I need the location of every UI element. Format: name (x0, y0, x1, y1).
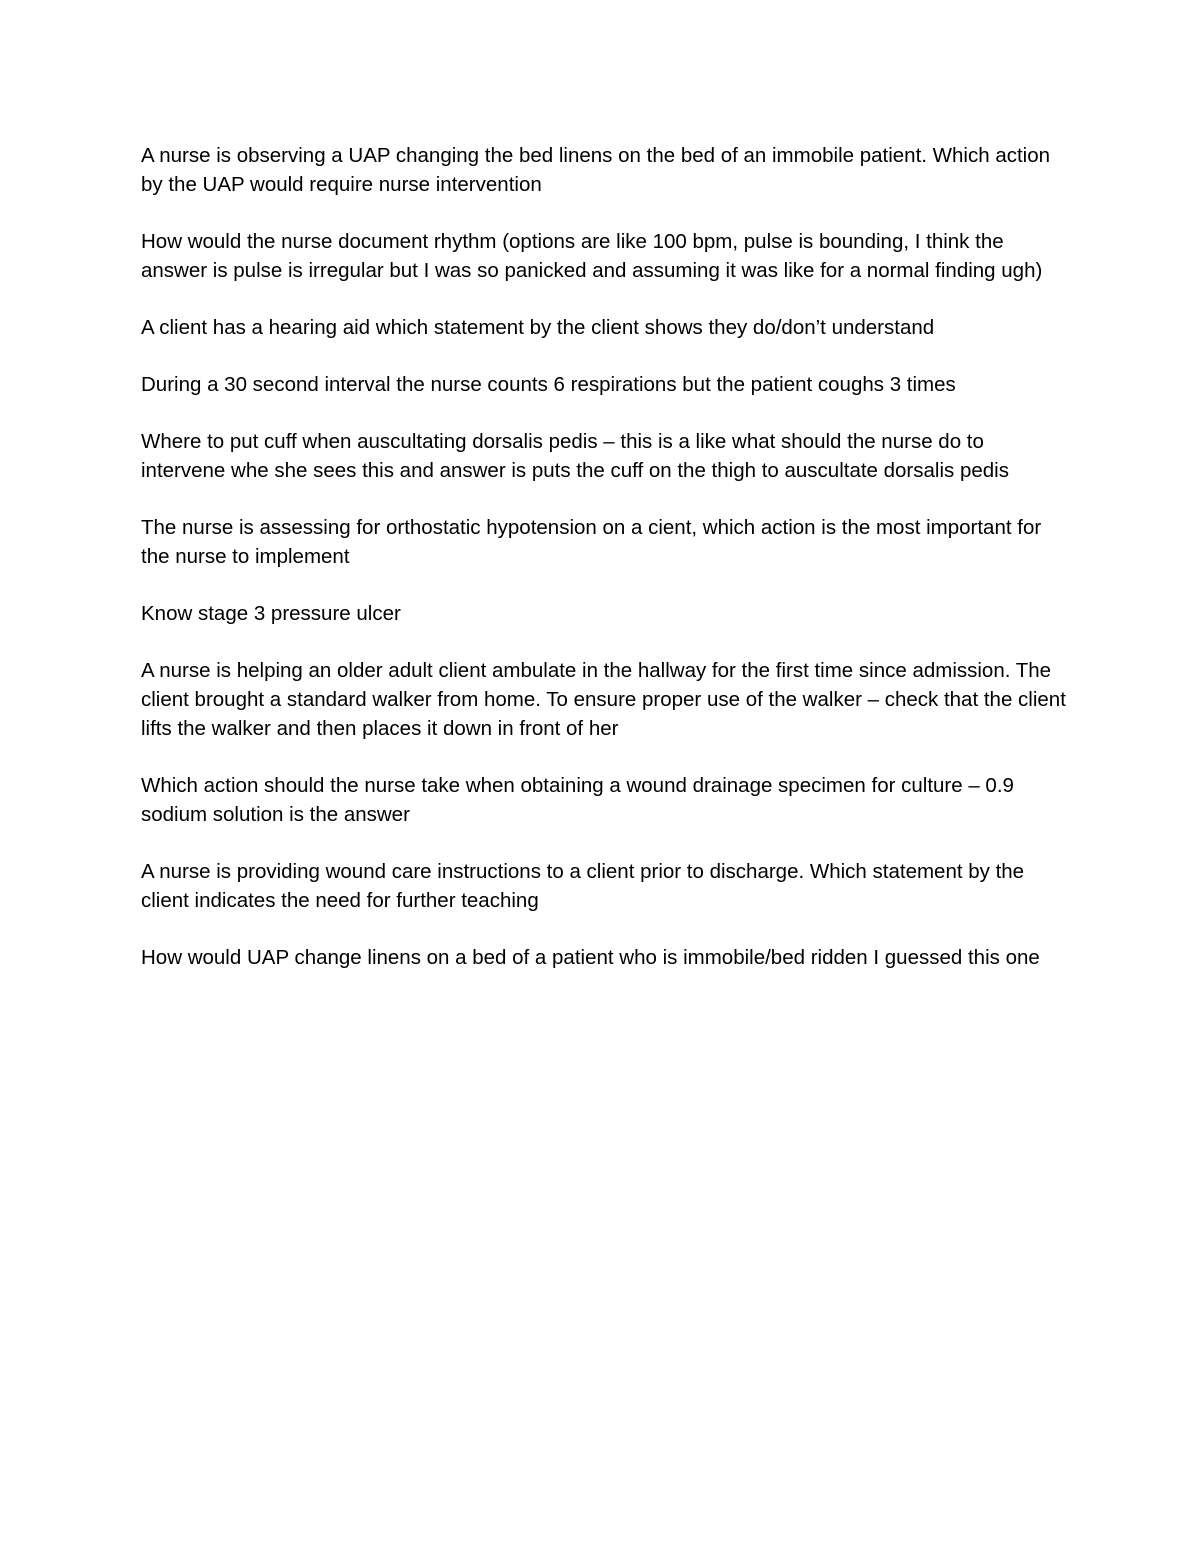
paragraph-uap-bed-linens: A nurse is observing a UAP changing the bed linens on the bed of an immobile patient. Which action by the UAP would require nurse intervention (141, 144, 1051, 196)
paragraph-orthostatic-hypotension: The nurse is assessing for orthostatic hypotension on a cient, which action is the most important for the nurse to implement (141, 516, 1042, 568)
paragraph-respirations: During a 30 second interval the nurse counts 6 respirations but the patient coughs 3 times (141, 373, 956, 396)
document-body (141, 141, 1066, 1000)
paragraph-pressure-ulcer: Know stage 3 pressure ulcer (141, 602, 401, 625)
paragraph-hearing-aid: A client has a hearing aid which statement by the client shows they do/don’t understand (141, 316, 935, 339)
paragraph-document-rhythm: How would the nurse document rhythm (options are like 100 bpm, pulse is bounding, I think the answer is pulse is irregular but I was so panicked and assuming it was like for a normal finding ugh) (141, 230, 1043, 282)
paragraph-wound-specimen: Which action should the nurse take when obtaining a wound drainage specimen for culture – 0.9 sodium solution is the answer (141, 774, 1014, 826)
paragraph-walker: A nurse is helping an older adult client ambulate in the hallway for the first time since admission. The client brought a standard walker from home. To ensure proper use of the walker – check that the client lifts the walker and then places it down in front of her (141, 659, 1066, 740)
paragraph-uap-change-linens: How would UAP change linens on a bed of a patient who is immobile/bed ridden I guessed this one (141, 946, 1040, 969)
paragraph-wound-care-teaching: A nurse is providing wound care instructions to a client prior to discharge. Which statement by the client indicates the need for further teaching (141, 860, 1025, 912)
paragraph-cuff-placement: Where to put cuff when auscultating dorsalis pedis – this is a like what should the nurse do to intervene whe she sees this and answer is puts the cuff on the thigh to auscultate dorsalis pedis (141, 430, 1009, 482)
